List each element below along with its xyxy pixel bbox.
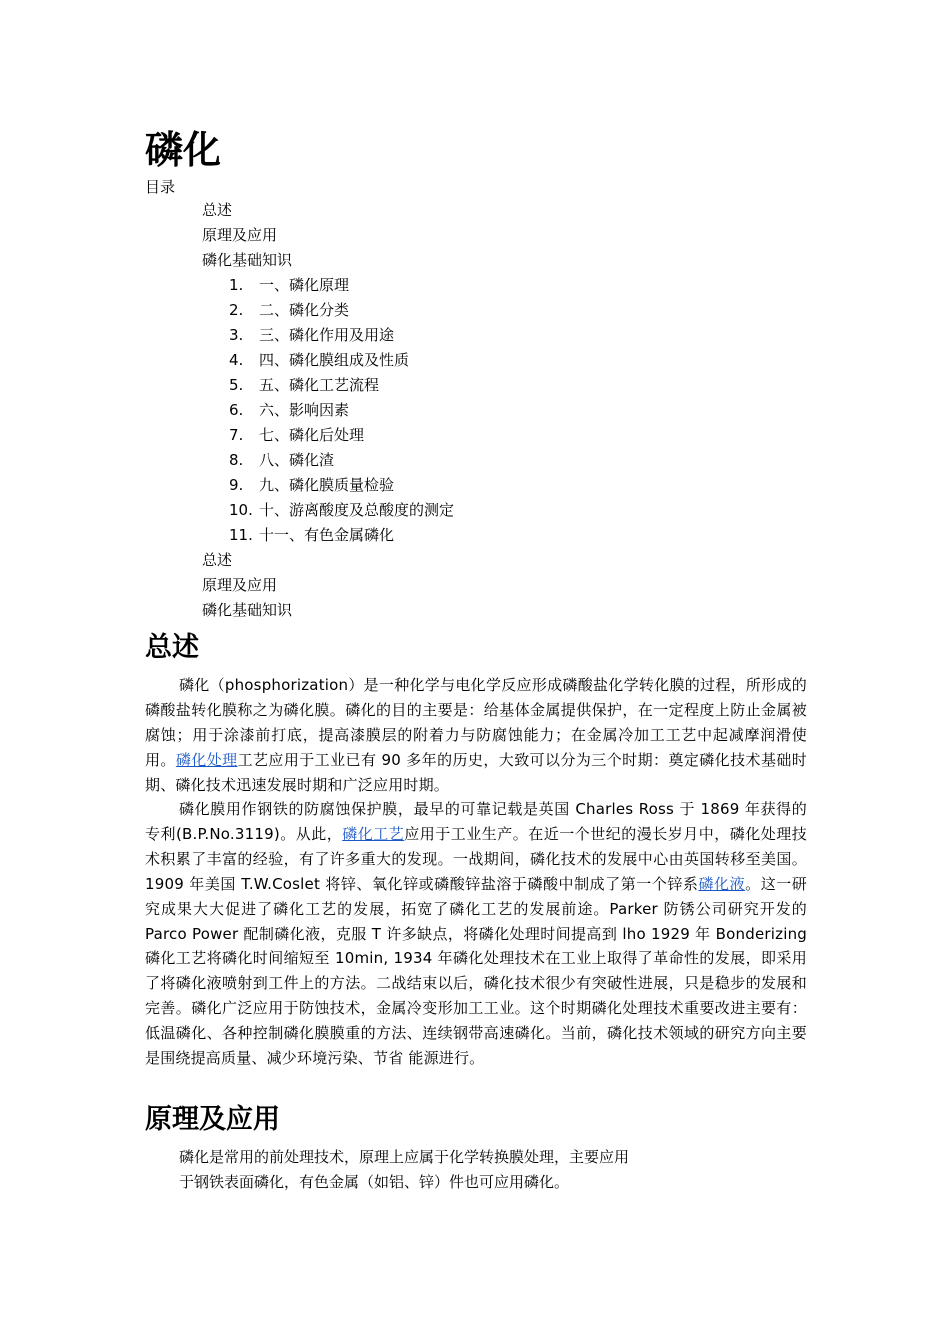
paragraph-text: 应用于工业生产。在近一个世纪的漫长岁月中，磷化处理技术积累了丰富的经验，有了许多重大的发现。一战期间，磷化技术的发展中心由英国转移至美国。1909 年美国 T.W.Coslet 将锌、氧化锌或磷酸锌盐溶于磷酸中制成了第一个锌系 — [145, 824, 807, 893]
toc-item-number: 2. — [229, 301, 244, 319]
section-heading-overview: 总述 — [145, 632, 199, 663]
paragraph-text: 磷化膜用作钢铁的防腐蚀保护膜，最早的可靠记载是英国 Charles Ross 于 1869 年获得的专利(B.P.No.3119)。从此， — [145, 800, 807, 843]
link-phosphating-solution[interactable]: 磷化液 — [698, 874, 746, 893]
link-phosphating-process[interactable]: 磷化工艺 — [342, 824, 405, 843]
toc-item[interactable] — [229, 399, 349, 421]
toc-item-number: 6. — [229, 401, 244, 419]
paragraph-text: 。这一研究成果大大促进了磷化工艺的发展，拓宽了磷化工艺的发展前途。Parker 防锈公司研究开发的 Parco Power 配制磷化液，克服 T 许多缺点，将磷化处理时间提高到 lho 1929 年 Bonderizing 磷化工艺将磷化时间缩短至 10min, 1934 年磷化处理技术在工业上取得了革命性的发展，即采用了将磷化液喷射到工件上的方法。二战结束以后，磷化技术很少有突破性进展，只是稳步的发展和完善。磷化广泛应用于防蚀技术，金属冷变形加工工业。这个时期磷化处理技术重要改进主要有：低温磷化、各种控制磷化膜膜重的方法、连续钢带高速磷化。当前，磷化技术领域的研究方向主要是围绕提高质量、减少环境污染、节省 能源进行。 — [145, 874, 807, 1068]
toc-item-number: 1. — [229, 276, 244, 294]
toc-item[interactable] — [229, 299, 349, 321]
toc-link-principle[interactable]: 原理及应用 — [202, 576, 278, 594]
toc-item-text: 十一、有色金属磷化 — [259, 526, 395, 544]
toc-item-text: 二、磷化分类 — [259, 301, 350, 319]
toc-item[interactable] — [229, 374, 379, 396]
toc-link-overview[interactable]: 总述 — [202, 201, 233, 219]
toc-item-number: 10. — [229, 501, 253, 519]
section-heading-principle: 原理及应用 — [145, 1104, 280, 1135]
toc-item-text: 十、游离酸度及总酸度的测定 — [259, 501, 455, 519]
toc-item-text: 八、磷化渣 — [259, 451, 335, 469]
toc-link-principle[interactable]: 原理及应用 — [202, 226, 278, 244]
principle-paragraph — [179, 1145, 739, 1195]
toc-link-basics[interactable]: 磷化基础知识 — [202, 601, 293, 619]
toc-item-number: 3. — [229, 326, 244, 344]
toc-item-text: 七、磷化后处理 — [259, 426, 365, 444]
toc-item-number: 8. — [229, 451, 244, 469]
toc-link-overview[interactable]: 总述 — [202, 551, 233, 569]
toc-item-text: 六、影响因素 — [259, 401, 350, 419]
toc-item[interactable] — [229, 524, 394, 546]
overview-paragraph-2 — [145, 797, 807, 1071]
paragraph-line: 磷化是常用的前处理技术，原理上应属于化学转换膜处理，主要应用 — [179, 1148, 630, 1166]
toc-item-number: 7. — [229, 426, 244, 444]
toc-item[interactable] — [229, 474, 394, 496]
toc-item-number: 5. — [229, 376, 244, 394]
page-title: 磷化 — [145, 128, 222, 172]
paragraph-text: 工艺应用于工业已有 90 多年的历史，大致可以分为三个时期：奠定磷化技术基础时期、磷化技术迅速发展时期和广泛应用时期。 — [145, 750, 807, 794]
toc-item-number: 4. — [229, 351, 244, 369]
toc-item-text: 三、磷化作用及用途 — [259, 326, 395, 344]
toc-item-text: 四、磷化膜组成及性质 — [259, 351, 410, 369]
toc-item-text: 九、磷化膜质量检验 — [259, 476, 395, 494]
toc-item-text: 一、磷化原理 — [259, 276, 350, 294]
link-phosphating-treatment[interactable]: 磷化处理 — [175, 750, 238, 769]
toc-item-text: 五、磷化工艺流程 — [259, 376, 380, 394]
toc-item[interactable] — [229, 274, 349, 296]
paragraph-line: 于钢铁表面磷化，有色金属（如铝、锌）件也可应用磷化。 — [179, 1172, 570, 1191]
toc-link-basics[interactable]: 磷化基础知识 — [202, 251, 293, 269]
toc-label: 目录 — [145, 178, 176, 196]
paragraph-text: 磷化（phosphorization）是一种化学与电化学反应形成磷酸盐化学转化膜的过程，所形成的磷酸盐转化膜称之为磷化膜。磷化的目的主要是：给基体金属提供保护，在一定程度上防止金属被腐蚀；用于涂漆前打底，提高漆膜层的附着力与防腐蚀能力；在金属冷加工工艺中起减摩润滑使用。 — [145, 676, 807, 769]
overview-paragraph-1 — [145, 673, 807, 798]
toc-item[interactable] — [229, 424, 364, 446]
toc-item[interactable] — [229, 349, 409, 371]
toc-item[interactable] — [229, 449, 334, 471]
toc-item-number: 9. — [229, 476, 244, 494]
toc-item-number: 11. — [229, 526, 253, 544]
toc-item[interactable] — [229, 499, 454, 521]
toc-item[interactable] — [229, 324, 394, 346]
